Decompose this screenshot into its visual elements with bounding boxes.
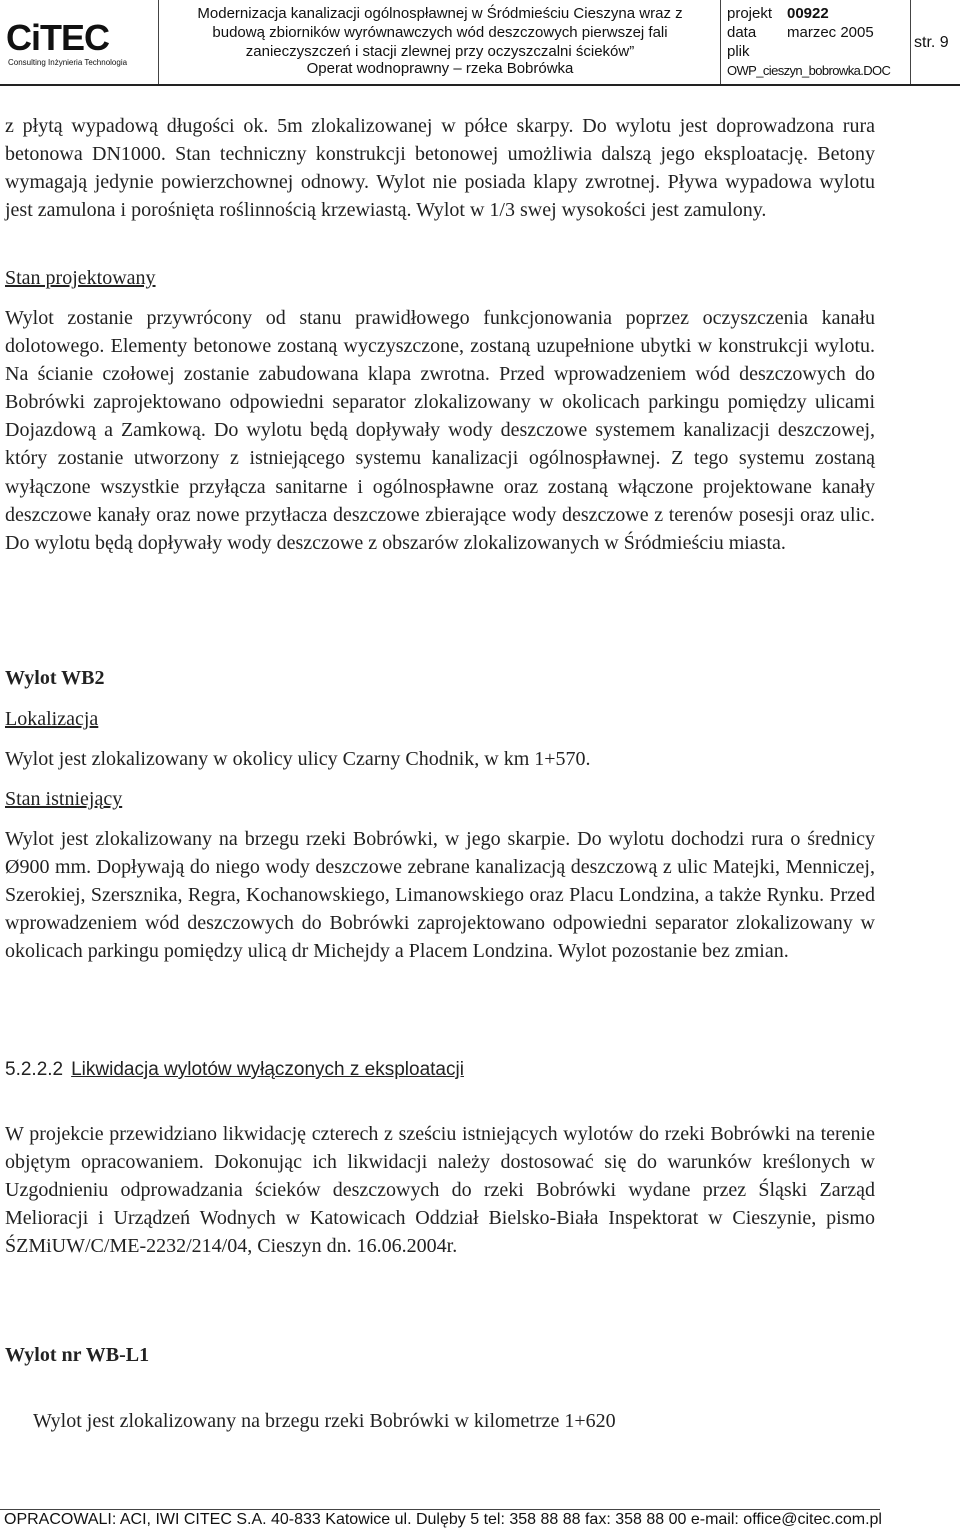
page-header (0, 0, 960, 84)
heading-wylot-wb2: Wylot WB2 (5, 667, 105, 689)
heading-lokalizacja: Lokalizacja (5, 708, 99, 730)
document-subtitle: Operat wodnoprawny – rzeka Bobrówka (306, 60, 574, 77)
meta-file-label: plik (727, 43, 750, 60)
header-divider (158, 0, 159, 84)
logo-text: CiTEC (6, 17, 109, 58)
section-heading (5, 1056, 875, 1084)
page-number: str. 9 (914, 34, 949, 51)
heading-stan-projektowany: Stan projektowany (5, 267, 156, 289)
header-rule (0, 84, 960, 86)
citec-logo (6, 18, 146, 70)
logo-subtitle: Consulting Inżynieria Technologia (8, 58, 128, 67)
paragraph: z płytą wypadową długości ok. 5m zlokalizowanej w półce skarpy. Do wylotu jest doprowadzona rura betonowa DN1000. Stan techniczny konstrukcji betonowej umożliwia dalszą jego eksploatację. Betony wymagają jedynie powierzchownej odnowy. Wylot nie posiada klapy zwrotnej. Pływa wypadowa wylotu jest zamulona i porośnięta roślinnością krzewiastą. Wylot w 1/3 swej wysokości jest zamulony. (5, 115, 875, 222)
document-meta (727, 4, 907, 80)
paragraph: Wylot jest zlokalizowany w okolicy ulicy Czarny Chodnik, w km 1+570. (5, 748, 591, 770)
header-divider (910, 0, 911, 84)
meta-date: data marzec 2005 (727, 24, 874, 41)
page-footer: OPRACOWALI: ACI, IWI CITEC S.A. 40-833 Katowice ul. Dulęby 5 tel: 358 88 88 fax: 358 88 00 e-mail: office@citec.com.pl (4, 1511, 882, 1528)
footer-rule (0, 1509, 880, 1510)
meta-project: projekt 00922 (727, 5, 829, 22)
section-number: 5.2.2.2 (5, 1059, 64, 1080)
document-title: Modernizacja kanalizacji ogólnospławnej w Śródmieściu Cieszyna wraz z budową zbiorników wyrównawczych wód deszczowych pierwszej fali zanieczyszczeń i stacji zlewnej przy oczyszczalni ścieków” (197, 5, 683, 60)
header-divider (720, 0, 721, 84)
section-title: Likwidacja wylotów wyłączonych z eksploatacji (71, 1059, 464, 1080)
heading-stan-istniejacy: Stan istniejący (5, 788, 123, 810)
paragraph: Wylot jest zlokalizowany na brzegu rzeki Bobrówki, w jego skarpie. Do wylotu dochodzi rura o średnicy Ø900 mm. Dopływają do niego wody deszczowe zebrane kanalizacją deszczową z ulic Matejki, Menniczej, Szerokiej, Szersznika, Regra, Kochanowskiego, Limanowskiego oraz Placu Londzina, a także Rynku. Przed wprowadzeniem wód deszczowych do Bobrówki zaprojektowano odpowiedni separator zlokalizowany w okolicach parkingu pomiędzy ulicą dr Michejdy a Placem Londzina. Wylot pozostanie bez zmian. (5, 828, 875, 963)
paragraph: W projekcie przewidziano likwidację czterech z sześciu istniejących wylotów do rzeki Bobrówki na terenie objętym opracowaniem. Dokonując ich likwidacji należy dostosować się do warunków kreślonych w Uzgodnieniu odprowadzania ścieków deszczowych do rzeki Bobrówki wydane przez Śląski Zarząd Melioracji i Urządzeń Wodnych w Katowicach Oddział Bielsko-Biała Inspektorat w Cieszynie, pismo ŚZMiUW/C/ME-2232/214/04, Cieszyn dn. 16.06.2004r. (5, 1123, 875, 1258)
paragraph: Wylot jest zlokalizowany na brzegu rzeki Bobrówki w kilometrze 1+620 (33, 1410, 616, 1432)
meta-file-name: OWP_cieszyn_bobrowka.DOC (727, 63, 891, 78)
heading-wylot-wb-l1: Wylot nr WB-L1 (5, 1344, 150, 1366)
paragraph: Wylot zostanie przywrócony od stanu prawidłowego funkcjonowania poprzez oczyszczenia kanału dolotowego. Elementy betonowe zostaną wyczyszczone, zostaną uzupełnione ubytki w konstrukcji wylotu. Na ścianie czołowej zostanie zabudowana klapa zwrotna. Przed wprowadzeniem wód deszczowych do Bobrówki zaprojektowano odpowiedni separator zlokalizowany w okolicach parkingu pomiędzy ulicami Dojazdową a Zamkową. Do wylotu będą dopływały wody deszczowe systemem kanalizacji deszczowej, który zostanie utworzony z istniejącego systemu kanalizacji ogólnospławnej. Z tego systemu zostaną wyłączone wszystkie przyłącza sanitarne i ogólnospławne oraz zostaną włączone projektowane kanały deszczowe kanały oraz nowe przytłacza deszczowe zbierające wody deszczowe z terenów posesji oraz ulic. Do wylotu będą dopływały wody deszczowe z obszarów zlokalizowanych w Śródmieściu miasta. (5, 307, 875, 554)
